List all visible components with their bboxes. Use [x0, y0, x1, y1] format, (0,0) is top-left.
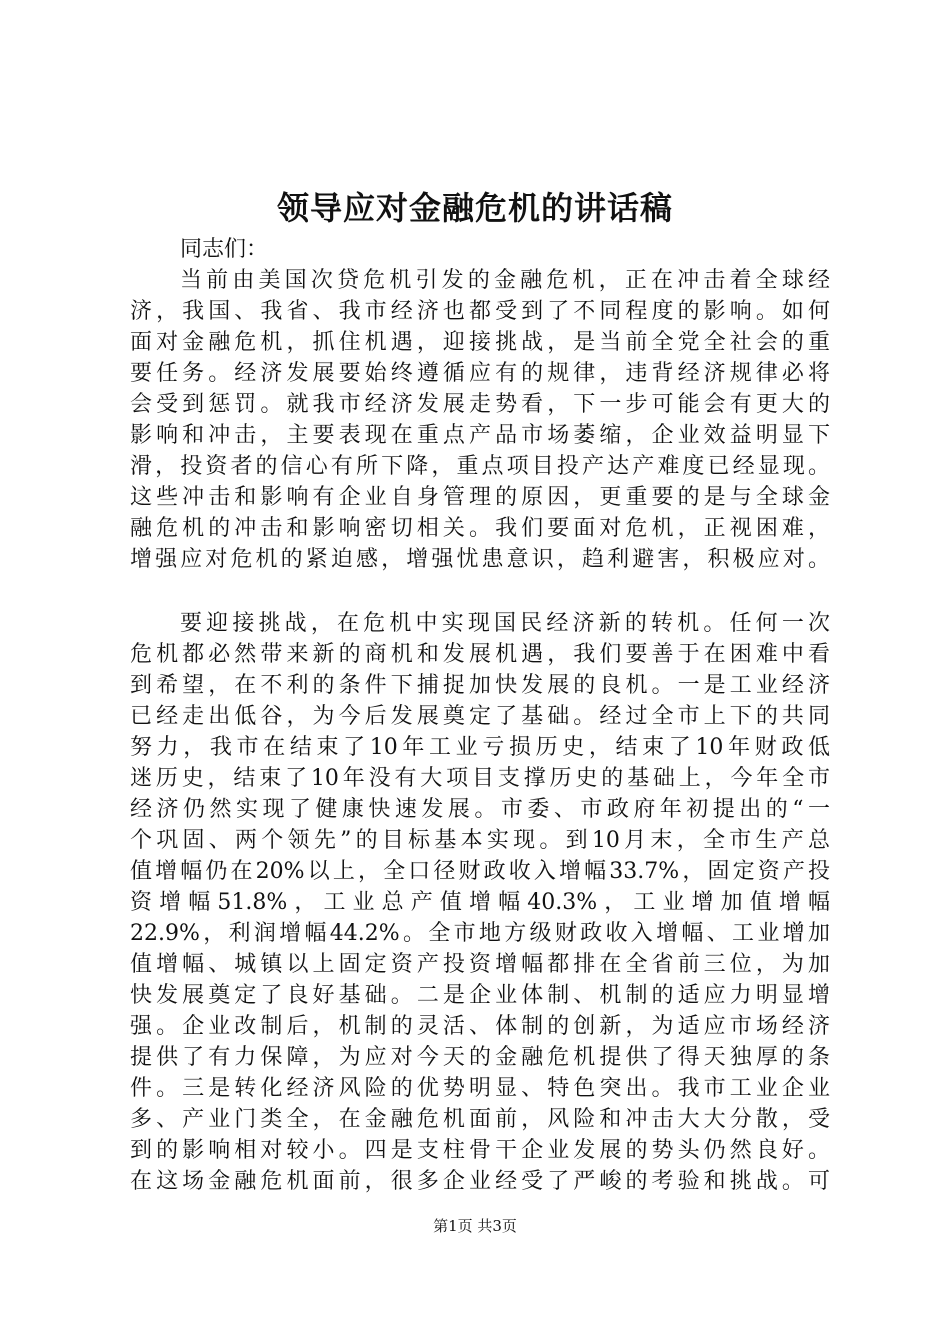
paragraph-line: 已经走出低谷，为今后发展奠定了基础。经过全市上下的共同: [130, 704, 830, 729]
paragraph-line: 迷历史，结束了10年没有大项目支撑历史的基础上，今年全市: [130, 766, 830, 791]
paragraph-line: 会受到惩罚。就我市经济发展走势看，下一步可能会有更大的: [130, 392, 830, 417]
paragraph-line: 当前由美国次贷危机引发的金融危机，正在冲击着全球经: [180, 268, 830, 293]
paragraph-line: 值增幅、城镇以上固定资产投资增幅都排在全省前三位，为加: [130, 952, 830, 977]
paragraph-line: 这些冲击和影响有企业自身管理的原因，更重要的是与全球金: [130, 485, 830, 510]
paragraph-line: 经济仍然实现了健康快速发展。市委、市政府年初提出的“一: [130, 797, 830, 822]
page-number-footer: 第1页 共3页: [433, 1217, 517, 1235]
paragraph-line: 滑，投资者的信心有所下降，重点项目投产达产难度已经显现。: [130, 454, 830, 479]
paragraph-line: 22.9%，利润增幅44.2%。全市地方级财政收入增幅、工业增加: [130, 921, 830, 946]
paragraph-line: 要任务。经济发展要始终遵循应有的规律，违背经济规律必将: [130, 361, 830, 386]
paragraph-spacer: [130, 575, 830, 608]
paragraph-line: 到希望，在不利的条件下捕捉加快发展的良机。一是工业经济: [130, 673, 830, 698]
paragraph-line: 多、产业门类全，在金融危机面前，风险和冲击大大分散，受: [130, 1107, 830, 1132]
paragraph-line: 融危机的冲击和影响密切相关。我们要面对危机，正视困难，: [130, 516, 830, 541]
paragraph-line: 努力，我市在结束了10年工业亏损历史，结束了10年财政低: [130, 735, 830, 760]
paragraph-line: 强。企业改制后，机制的灵活、体制的创新，为适应市场经济: [130, 1014, 830, 1039]
paragraph-line: 快发展奠定了良好基础。二是企业体制、机制的适应力明显增: [130, 983, 830, 1008]
paragraph-line: 件。三是转化经济风险的优势明显、特色突出。我市工业企业: [130, 1076, 830, 1101]
paragraph-line: 到的影响相对较小。四是支柱骨干企业发展的势头仍然良好。: [130, 1138, 830, 1163]
paragraph-line: 在这场金融危机面前，很多企业经受了严峻的考验和挑战。可: [130, 1169, 830, 1194]
paragraph-line: 增强应对危机的紧迫感，增强忧患意识，趋利避害，积极应对。: [130, 547, 830, 572]
salutation: 同志们：: [180, 237, 269, 262]
paragraph-line: 要迎接挑战，在危机中实现国民经济新的转机。任何一次: [180, 611, 830, 636]
paragraph-line: 危机都必然带来新的商机和发展机遇，我们要善于在困难中看: [130, 642, 830, 667]
document-body: [130, 234, 830, 1197]
paragraph-line: 个巩固、两个领先”的目标基本实现。到10月末，全市生产总: [130, 828, 830, 853]
paragraph-line: 资增幅51.8%，工业总产值增幅40.3%，工业增加值增幅: [130, 890, 830, 915]
paragraph-line: 影响和冲击，主要表现在重点产品市场萎缩，企业效益明显下: [130, 423, 830, 448]
paragraph-1: [130, 265, 830, 575]
paragraph-line: 值增幅仍在20%以上，全口径财政收入增幅33.7%，固定资产投: [130, 859, 830, 884]
document-title: 领导应对金融危机的讲话稿: [276, 189, 673, 227]
paragraph-line: 面对金融危机，抓住机遇，迎接挑战，是当前全党全社会的重: [130, 330, 830, 355]
paragraph-line: 济，我国、我省、我市经济也都受到了不同程度的影响。如何: [130, 299, 830, 324]
paragraph-line: 提供了有力保障，为应对今天的金融危机提供了得天独厚的条: [130, 1045, 830, 1070]
paragraph-2: [130, 608, 830, 1197]
